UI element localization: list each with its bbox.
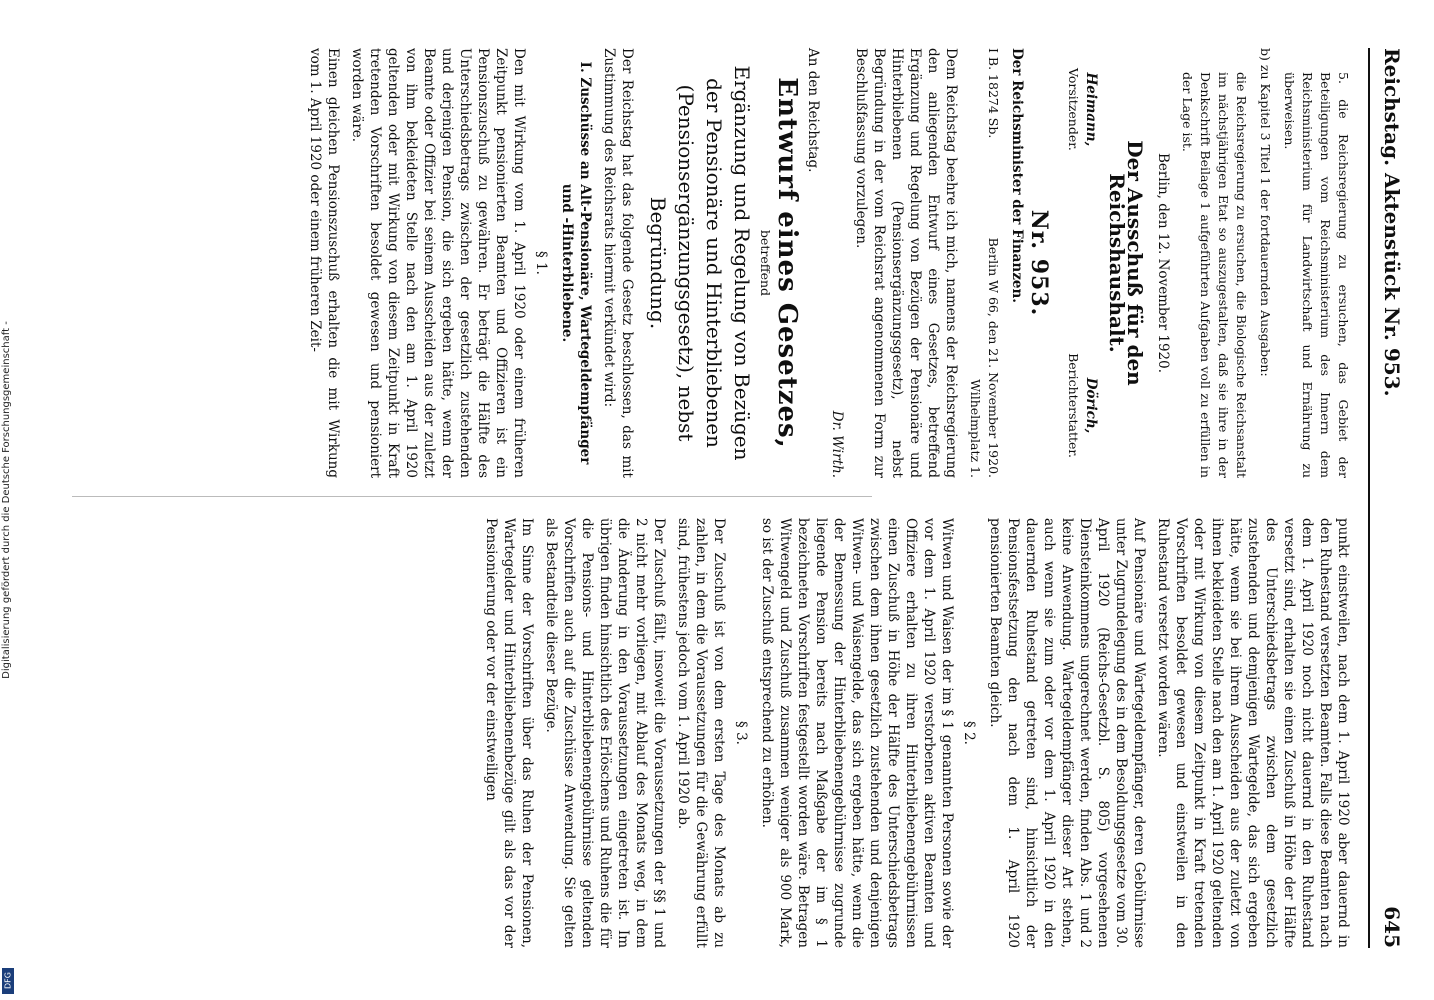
paragraph-text: punkt einstweilen, nach dem 1. April 1920 aber dauernd in den Ruhestand versetzten Beamten. Falls diese Beamten nach dem 1. April 1920 noch nicht dauernd in den Ruhestand versetzt sind, erhalten sie einen Zuschuß in Höhe der Hälfte des Unterschiedsbetrags zwischen dem gesetzlich zustehenden und demjenigen Wartegelde, das sich ergeben hätte, wenn sie bei ihrem Ausscheiden aus der zuletzt von ihnen bekleideten Stelle nach den am 1. April 1920 geltenden oder mit Wirkung von diesem Zeitpunkt in Kraft tretenden Vorschriften besoldet gewesen und einstweilen in den Ruhestand versetzt worden wären.: [1155, 518, 1351, 948]
paragraph-text: Im Sinne der Vorschriften über das Ruhen der Pensionen, Wartegelder und Hinterbliebenenbezüge gilt als das vor der Pensionierung oder vor der einstweiligen: [483, 518, 535, 948]
digitization-credit: Digitalisierung gefördert durch die Deutsche Forschungsgemeinschaft -: [1, 321, 12, 679]
signature: Dr. Wirth.: [829, 410, 845, 478]
list-item: die Reichsregierung zu ersuchen, die Biologische Reichsanstalt im nächstjährigen Etat so auszugestalten, daß sie ihre in der Denkschrift Beilage 1 aufgeführten Aufgaben voll zu erfüllen in der Lage ist.: [1180, 72, 1249, 478]
document-number: Nr. 953.: [1026, 209, 1052, 317]
paragraph-text: Der Zuschuß ist von dem ersten Tage des Monats ab zu zahlen, in dem die Voraussetzungen für die Gewährung erfüllt sind, frühestens jedoch vom 1. April 1920 ab.: [675, 518, 727, 948]
draft-subtitle: Ergänzung und Regelung von Bezügen der Pensionäre und Hinterbliebenen (Pensionsergänzungsgesetz), nebst Begründung.: [646, 65, 754, 461]
page-number: 645: [1380, 906, 1404, 948]
dfg-logo: DFG: [2, 968, 14, 994]
digitization-strip: [0, 0, 16, 1000]
section-heading: I. Zuschüsse an Alt-Pensionäre, Wartegeldempfänger und -Hinterbliebene.: [559, 61, 593, 465]
right-column: [476, 518, 1352, 948]
street: Wilhelmplatz 1.: [968, 379, 983, 478]
paragraph-text: Auf Pensionäre und Wartegeldempfänger, deren Gebührnisse unter Zugrundelegung des in dem Besoldungsgesetze vom 30. April 1920 (Reichs-Gesetzbl. S. 805) vorgesehenen Diensteinkommens ungerechnet werden, finden Abs. 1 und 2 keine Anwendung. Wartegeldempfänger dieser Art stehen, auch wenn sie zum oder vor dem 1. April 1920 in den dauernden Ruhestand getreten sind, hinsichtlich der Pensionsfestsetzung den nach dem 1. April 1920 pensionierten Beamten gleich.: [987, 518, 1147, 948]
header-title: Reichstag. Aktenstück Nr. 953.: [1380, 48, 1404, 397]
signature-role: Berichterstatter.: [1066, 353, 1081, 458]
document-page: [62, 48, 1412, 948]
column-separator: [72, 496, 872, 497]
paragraph-number: § 3.: [733, 721, 749, 745]
cover-letter: Dem Reichstag beehre ich mich, namens der Reichsregierung den anliegenden Entwurf eines Gesetzes, betreffend Ergänzung und Regelung von Bezügen der Pensionäre und Hinterbliebenen (Pensionsergänzungsgesetz), nebst Begründung in der vom Reichsrat angenommenen Form zur Beschlußfassung vorzulegen.: [853, 48, 959, 478]
signature-row: [1064, 48, 1100, 478]
paragraph-text: Einen gleichen Pensionszuschuß erhalten die mit Wirkung vom 1. April 1920 oder einem früheren Zeit-: [307, 48, 341, 478]
paragraph-number: § 2.: [961, 721, 977, 745]
running-header: [1374, 48, 1410, 948]
left-column: [300, 48, 1352, 478]
paragraph-text: Witwen und Waisen der im § 1 genannten Personen sowie der vor dem 1. April 1920 verstorbenen aktiven Beamten und Offiziere erhalten zu ihren Hinterbliebenengebührnissen einen Zuschuß in Höhe der Hälfte des Unterschiedsbetrags zwischen dem ihnen gesetzlich zustehenden und denjenigen Witwen- und Waisengelde, das sich ergeben hätte, wenn die der Bemessung der Hinterbliebenengebührnisse zugrunde liegende Pension bereits nach Maßgabe der im § 1 bezeichneten Vorschriften festgestellt worden wäre. Betragen Witwengeld und Zuschuß zusammen weniger als 900 Mark, so ist der Zuschuß entsprechend zu erhöhen.: [759, 518, 955, 948]
signature-role: Vorsitzender.: [1066, 68, 1081, 151]
paragraph-number: § 1.: [533, 251, 549, 275]
signature-right: [1064, 353, 1100, 458]
list-item: b) zu Kapitel 3 Titel 1 der fortdauernden Ausgaben:: [1258, 48, 1273, 377]
paragraph-text: Der Zuschuß fällt, insoweit die Voraussetzungen der §§ 1 und 2 nicht mehr vorliegen, mit Ablauf des Monats weg, in dem die Änderung in den Voraussetzungen eingetreten ist. Im übrigen finden hinsichtlich des Erlöschens und Ruhens die für die Pensions- und Hinterbliebenengebührnisse geltenden Vorschriften auch auf die Zuschüsse Anwendung. Sie gelten als Bestandteile dieser Bezüge.: [543, 518, 667, 948]
sender: Der Reichsminister der Finanzen.: [1009, 48, 1025, 303]
draft-betreffend: betreffend: [758, 229, 773, 297]
signature-name: Heimann,: [1083, 72, 1099, 147]
draft-title: Entwurf eines Gesetzes,: [772, 77, 802, 449]
ref-row: [984, 48, 1002, 478]
reference: I B. 18274 Sb.: [986, 48, 1001, 139]
signature-left: [1064, 68, 1100, 151]
header-rule: [1368, 48, 1370, 948]
place-date: Berlin W 66, den 21. November 1920.: [986, 237, 1001, 478]
list-item: 5. die Reichsregierung zu ersuchen, das Gebiet der Beteiligungen vom Reichsministerium des Innern dem Reichsministerium für Landwirtschaft und Ernährung zu überweisen.: [1282, 72, 1351, 478]
committee-name: Der Ausschuß für den Reichshaushalt.: [1105, 140, 1147, 386]
date-line: Berlin, den 12. November 1920.: [1155, 152, 1171, 374]
enactment-clause: Der Reichstag hat das folgende Gesetz beschlossen, das mit Zustimmung des Reichsrats hiermit verkündet wird:: [601, 48, 635, 478]
signature-name: Dörich,: [1083, 377, 1099, 434]
paragraph-text: Den mit Wirkung vom 1. April 1920 oder einem früheren Zeitpunkt pensionierten Beamten und Offizieren ist ein Pensionszuschuß zu gewähren. Er beträgt die Hälfte des Unterschiedsbetrags zwischen der gesetzlich zustehenden und derjenigen Pension, die sich ergeben hätte, wenn der Beamte oder Offizier bei seinem Ausscheiden aus der zuletzt von ihm bekleideten Stelle nach den am 1. April 1920 geltenden oder mit Wirkung von diesem Zeitpunkt in Kraft tretenden Vorschriften besoldet gewesen und pensioniert worden wäre.: [349, 48, 527, 478]
addressee: An den Reichstag.: [805, 48, 821, 173]
